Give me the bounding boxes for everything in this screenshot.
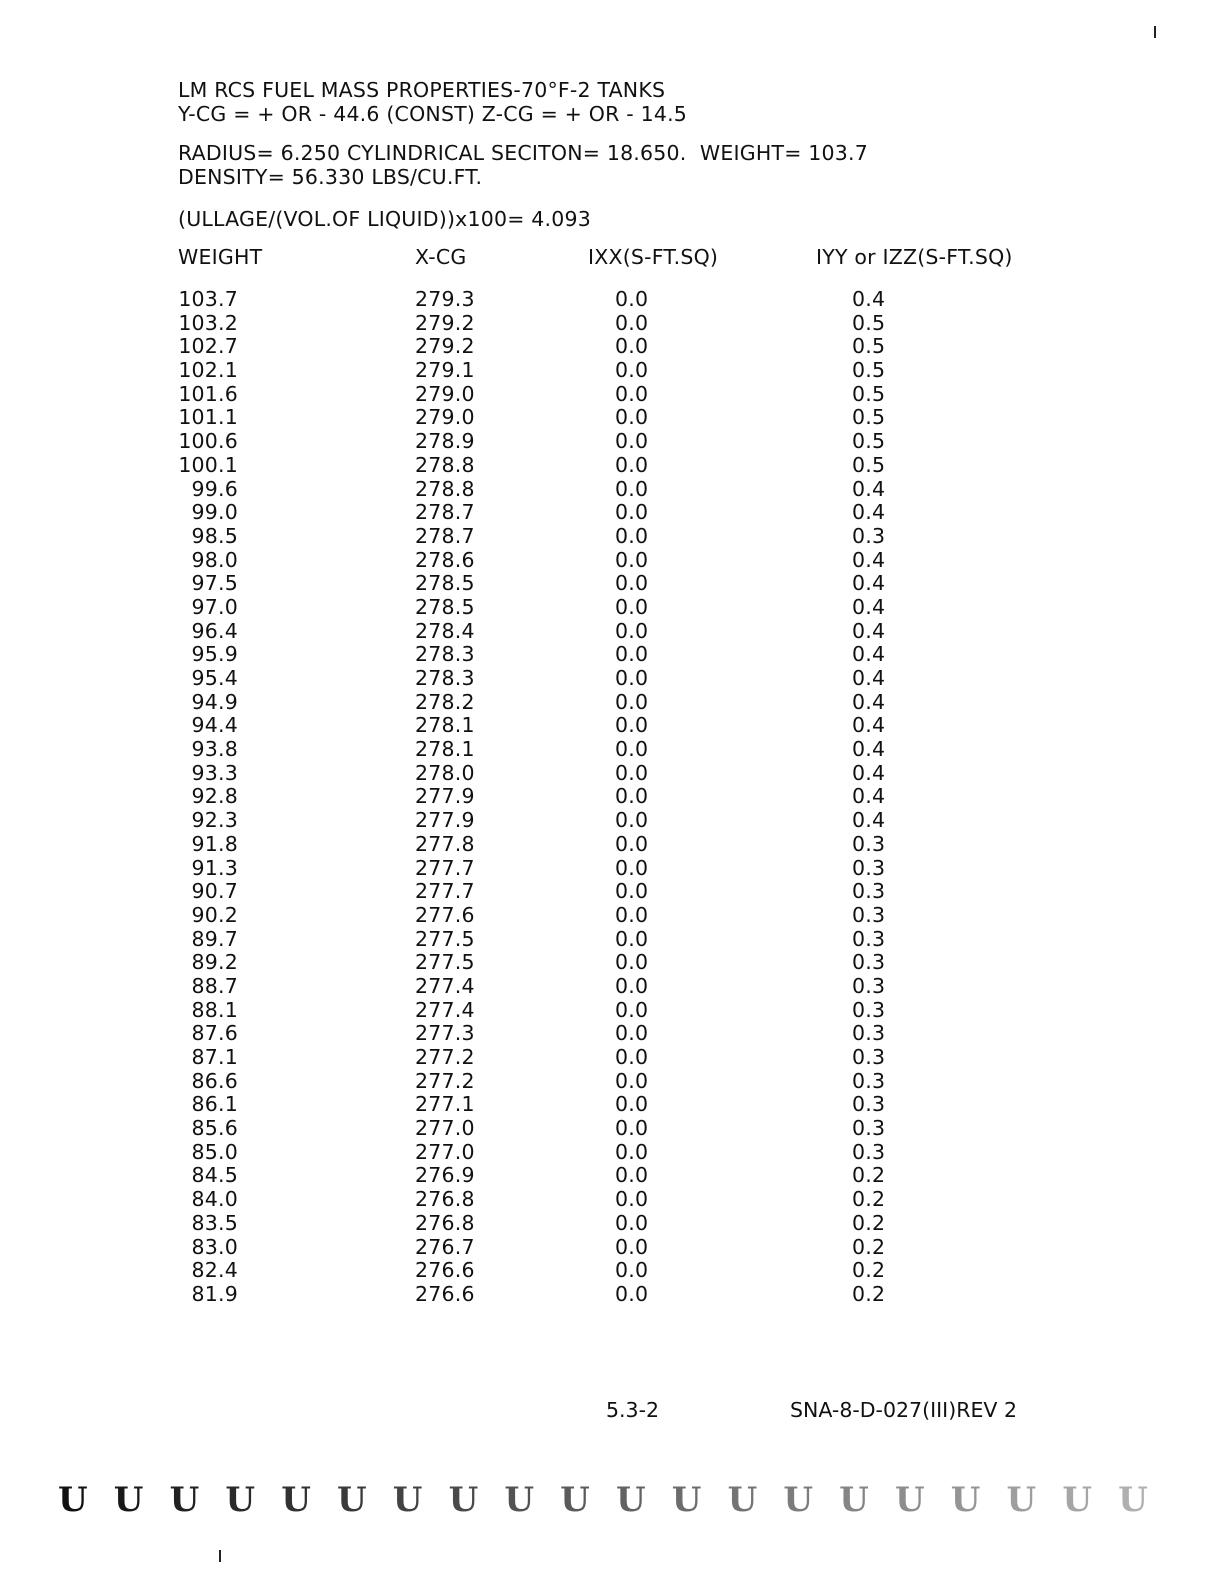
iyy-izz-cell: 0.4 [852, 808, 886, 833]
registration-mark: U [1062, 1480, 1092, 1520]
iyy-izz-cell: 0.3 [852, 997, 886, 1022]
iyy-izz-cell: 0.4 [852, 737, 886, 762]
table-row [178, 808, 1078, 832]
table-body [178, 287, 1078, 1306]
iyy-izz-cell: 0.4 [852, 666, 886, 690]
ixx-cell: 0.0 [615, 1258, 649, 1283]
table-row [178, 1282, 1078, 1306]
x-cg-cell: 279.1 [415, 358, 475, 383]
table-row [178, 500, 1078, 524]
weight-cell: 97.5 [191, 571, 238, 596]
x-cg-cell: 276.8 [415, 1210, 475, 1235]
ixx-cell: 0.0 [615, 1210, 649, 1235]
iyy-izz-cell: 0.4 [852, 618, 886, 643]
x-cg-cell: 277.4 [415, 973, 475, 998]
iyy-izz-cell: 0.3 [852, 1116, 886, 1141]
page-footer [0, 1398, 1220, 1424]
table-row [178, 619, 1078, 643]
weight-cell: 98.0 [191, 547, 238, 572]
registration-mark: U [894, 1480, 925, 1520]
weight-cell: 93.3 [191, 760, 238, 785]
column-header-ixx: IXX(S-FT.SQ) [588, 245, 719, 269]
ixx-cell: 0.0 [615, 1116, 649, 1141]
weight-cell: 88.1 [191, 997, 238, 1022]
x-cg-cell: 278.8 [415, 452, 475, 477]
weight-cell: 84.5 [191, 1163, 238, 1188]
registration-mark: U [281, 1480, 311, 1520]
ixx-cell: 0.0 [615, 1068, 649, 1093]
ixx-cell: 0.0 [615, 642, 649, 667]
table-row [178, 1116, 1078, 1140]
table-row [178, 311, 1078, 335]
ixx-cell: 0.0 [615, 429, 649, 454]
table-row [178, 737, 1078, 761]
table-row [178, 334, 1078, 358]
x-cg-cell: 276.8 [415, 1187, 475, 1212]
x-cg-cell: 277.0 [415, 1116, 475, 1141]
x-cg-cell: 277.6 [415, 902, 475, 927]
table-row [178, 571, 1078, 595]
iyy-izz-cell: 0.4 [852, 571, 886, 596]
registration-mark: U [504, 1480, 535, 1520]
registration-mark: U [448, 1480, 479, 1520]
x-cg-cell: 277.8 [415, 831, 475, 856]
iyy-izz-cell: 0.2 [852, 1258, 886, 1283]
registration-mark: U [560, 1480, 590, 1520]
iyy-izz-cell: 0.3 [852, 926, 886, 951]
x-cg-cell: 279.2 [415, 334, 475, 359]
bottom-edge-mark [219, 1550, 221, 1562]
x-cg-cell: 277.5 [415, 950, 475, 975]
registration-mark: U [113, 1480, 144, 1520]
weight-cell: 99.0 [191, 500, 238, 525]
weight-cell: 90.7 [191, 879, 238, 904]
iyy-izz-cell: 0.3 [852, 1045, 886, 1069]
x-cg-cell: 276.6 [415, 1258, 475, 1283]
weight-cell: 85.6 [191, 1116, 238, 1141]
ixx-cell: 0.0 [615, 618, 649, 643]
ixx-cell: 0.0 [615, 973, 649, 998]
registration-mark: U [615, 1480, 646, 1520]
ixx-cell: 0.0 [615, 571, 649, 596]
table-row [178, 784, 1078, 808]
x-cg-cell: 279.0 [415, 381, 475, 406]
weight-cell: 93.8 [191, 737, 238, 762]
weight-cell: 83.0 [191, 1234, 238, 1259]
x-cg-cell: 279.0 [415, 405, 475, 430]
ixx-cell: 0.0 [615, 879, 649, 904]
x-cg-cell: 277.4 [415, 997, 475, 1022]
ixx-cell: 0.0 [615, 1187, 649, 1212]
iyy-izz-cell: 0.3 [852, 950, 886, 975]
table-row [178, 429, 1078, 453]
x-cg-cell: 278.4 [415, 618, 475, 643]
iyy-izz-cell: 0.4 [852, 287, 886, 311]
document-body [178, 78, 1078, 1306]
table-row [178, 1235, 1078, 1259]
weight-cell: 95.4 [191, 666, 238, 690]
weight-cell: 91.8 [191, 831, 238, 856]
x-cg-cell: 278.9 [415, 429, 475, 454]
weight-cell: 102.7 [178, 334, 238, 359]
iyy-izz-cell: 0.4 [852, 594, 886, 619]
x-cg-cell: 277.7 [415, 879, 475, 904]
iyy-izz-cell: 0.5 [852, 334, 886, 359]
registration-mark: U [336, 1480, 367, 1520]
ixx-cell: 0.0 [615, 1045, 649, 1069]
x-cg-cell: 277.3 [415, 1021, 475, 1046]
weight-cell: 103.7 [178, 287, 238, 311]
x-cg-cell: 276.7 [415, 1234, 475, 1259]
iyy-izz-cell: 0.3 [852, 855, 886, 880]
x-cg-cell: 277.0 [415, 1139, 475, 1164]
iyy-izz-cell: 0.2 [852, 1210, 886, 1235]
weight-cell: 94.9 [191, 689, 238, 714]
x-cg-cell: 278.1 [415, 713, 475, 738]
ixx-cell: 0.0 [615, 831, 649, 856]
weight-cell: 90.2 [191, 902, 238, 927]
weight-cell: 83.5 [191, 1210, 238, 1235]
iyy-izz-cell: 0.5 [852, 381, 886, 406]
x-cg-cell: 277.1 [415, 1092, 475, 1117]
table-row [178, 1187, 1078, 1211]
iyy-izz-cell: 0.5 [852, 429, 886, 454]
weight-cell: 92.8 [191, 784, 238, 809]
column-header-x-cg: X-CG [415, 245, 467, 269]
x-cg-cell: 278.7 [415, 500, 475, 525]
ixx-cell: 0.0 [615, 310, 649, 335]
ixx-cell: 0.0 [615, 523, 649, 548]
table-row [178, 1258, 1078, 1282]
weight-cell: 89.7 [191, 926, 238, 951]
weight-cell: 96.4 [191, 618, 238, 643]
registration-mark: U [671, 1480, 702, 1520]
ixx-cell: 0.0 [615, 784, 649, 809]
weight-cell: 87.1 [191, 1045, 238, 1069]
ixx-cell: 0.0 [615, 405, 649, 430]
iyy-izz-cell: 0.4 [852, 642, 886, 667]
x-cg-cell: 278.3 [415, 666, 475, 690]
table-row [178, 1045, 1078, 1069]
registration-mark: U [169, 1480, 200, 1520]
table-row [178, 950, 1078, 974]
ixx-cell: 0.0 [615, 855, 649, 880]
table-row [178, 713, 1078, 737]
iyy-izz-cell: 0.3 [852, 1092, 886, 1117]
x-cg-cell: 277.9 [415, 784, 475, 809]
ixx-cell: 0.0 [615, 902, 649, 927]
table-row [178, 548, 1078, 572]
x-cg-cell: 278.7 [415, 523, 475, 548]
table-row [178, 879, 1078, 903]
table-row [178, 405, 1078, 429]
ixx-cell: 0.0 [615, 997, 649, 1022]
table-row [178, 1021, 1078, 1045]
weight-cell: 91.3 [191, 855, 238, 880]
weight-cell: 99.6 [191, 476, 238, 501]
iyy-izz-cell: 0.4 [852, 689, 886, 714]
table-row [178, 1163, 1078, 1187]
ixx-cell: 0.0 [615, 1163, 649, 1188]
table-row [178, 998, 1078, 1022]
weight-cell: 87.6 [191, 1021, 238, 1046]
ixx-cell: 0.0 [615, 594, 649, 619]
document-id: SNA-8-D-027(III)REV 2 [790, 1398, 1017, 1422]
cg-constants-line: Y-CG = + OR - 44.6 (CONST) Z-CG = + OR - 14.5 [178, 102, 688, 126]
weight-cell: 84.0 [191, 1187, 238, 1212]
iyy-izz-cell: 0.4 [852, 760, 886, 785]
iyy-izz-cell: 0.3 [852, 879, 886, 904]
x-cg-cell: 277.7 [415, 855, 475, 880]
ixx-cell: 0.0 [615, 1281, 649, 1306]
registration-mark: U [1006, 1480, 1037, 1520]
table-row [178, 1140, 1078, 1164]
weight-cell: 85.0 [191, 1139, 238, 1164]
x-cg-cell: 279.2 [415, 310, 475, 335]
radius-line: RADIUS= 6.250 CYLINDRICAL SECITON= 18.650. WEIGHT= 103.7 [178, 141, 868, 165]
x-cg-cell: 278.3 [415, 642, 475, 667]
ixx-cell: 0.0 [615, 452, 649, 477]
iyy-izz-cell: 0.2 [852, 1187, 886, 1212]
ixx-cell: 0.0 [615, 950, 649, 975]
x-cg-cell: 277.5 [415, 926, 475, 951]
iyy-izz-cell: 0.3 [852, 523, 886, 548]
x-cg-cell: 279.3 [415, 287, 475, 311]
x-cg-cell: 276.6 [415, 1281, 475, 1306]
registration-mark: U [727, 1480, 758, 1520]
weight-cell: 100.6 [178, 429, 238, 454]
iyy-izz-cell: 0.2 [852, 1234, 886, 1259]
x-cg-cell: 278.1 [415, 737, 475, 762]
weight-cell: 86.6 [191, 1068, 238, 1093]
ixx-cell: 0.0 [615, 713, 649, 738]
ixx-cell: 0.0 [615, 1139, 649, 1164]
ixx-cell: 0.0 [615, 547, 649, 572]
iyy-izz-cell: 0.3 [852, 1139, 886, 1164]
table-header [178, 245, 1078, 269]
ixx-cell: 0.0 [615, 926, 649, 951]
weight-cell: 95.9 [191, 642, 238, 667]
weight-cell: 97.0 [191, 594, 238, 619]
x-cg-cell: 278.8 [415, 476, 475, 501]
table-row [178, 832, 1078, 856]
page-number: 5.3-2 [606, 1398, 660, 1422]
ixx-cell: 0.0 [615, 808, 649, 833]
iyy-izz-cell: 0.5 [852, 405, 886, 430]
table-row [178, 1069, 1078, 1093]
x-cg-cell: 276.9 [415, 1163, 475, 1188]
iyy-izz-cell: 0.3 [852, 902, 886, 927]
ixx-cell: 0.0 [615, 760, 649, 785]
registration-mark: U [1118, 1480, 1148, 1520]
page-edge-mark [1154, 26, 1156, 38]
column-header-weight: WEIGHT [178, 245, 263, 269]
table-row [178, 358, 1078, 382]
registration-mark: U [783, 1480, 814, 1520]
weight-cell: 82.4 [191, 1258, 238, 1283]
x-cg-cell: 278.2 [415, 689, 475, 714]
ixx-cell: 0.0 [615, 334, 649, 359]
weight-cell: 102.1 [178, 358, 238, 383]
document-title: LM RCS FUEL MASS PROPERTIES-70°F-2 TANKS [178, 78, 666, 102]
iyy-izz-cell: 0.5 [852, 310, 886, 335]
ixx-cell: 0.0 [615, 476, 649, 501]
table-row [178, 453, 1078, 477]
iyy-izz-cell: 0.4 [852, 547, 886, 572]
table-row [178, 690, 1078, 714]
weight-cell: 94.4 [191, 713, 238, 738]
table-row [178, 974, 1078, 998]
weight-cell: 100.1 [178, 452, 238, 477]
iyy-izz-cell: 0.4 [852, 476, 886, 501]
ixx-cell: 0.0 [615, 381, 649, 406]
table-row [178, 1211, 1078, 1235]
iyy-izz-cell: 0.2 [852, 1163, 886, 1188]
ullage-line: (ULLAGE/(VOL.OF LIQUID))x100= 4.093 [178, 207, 591, 231]
column-header-iyy-izz: IYY or IZZ(S-FT.SQ) [816, 245, 1013, 269]
x-cg-cell: 277.2 [415, 1068, 475, 1093]
ixx-cell: 0.0 [615, 1021, 649, 1046]
table-row [178, 761, 1078, 785]
ixx-cell: 0.0 [615, 1234, 649, 1259]
iyy-izz-cell: 0.3 [852, 831, 886, 856]
registration-mark: U [950, 1480, 981, 1520]
table-row [178, 1092, 1078, 1116]
weight-cell: 81.9 [191, 1281, 238, 1306]
iyy-izz-cell: 0.2 [852, 1281, 886, 1306]
iyy-izz-cell: 0.4 [852, 713, 886, 738]
table-row [178, 287, 1078, 311]
table-row [178, 903, 1078, 927]
registration-mark: U [58, 1480, 88, 1520]
table-row [178, 927, 1078, 951]
ixx-cell: 0.0 [615, 287, 649, 311]
iyy-izz-cell: 0.3 [852, 973, 886, 998]
ixx-cell: 0.0 [615, 689, 649, 714]
iyy-izz-cell: 0.5 [852, 358, 886, 383]
weight-cell: 86.1 [191, 1092, 238, 1117]
ixx-cell: 0.0 [615, 500, 649, 525]
x-cg-cell: 278.5 [415, 594, 475, 619]
table-row [178, 524, 1078, 548]
x-cg-cell: 278.5 [415, 571, 475, 596]
density-line: DENSITY= 56.330 LBS/CU.FT. [178, 165, 483, 189]
weight-cell: 98.5 [191, 523, 238, 548]
weight-cell: 92.3 [191, 808, 238, 833]
table-row [178, 595, 1078, 619]
x-cg-cell: 278.6 [415, 547, 475, 572]
weight-cell: 103.2 [178, 310, 238, 335]
iyy-izz-cell: 0.3 [852, 1021, 886, 1046]
ixx-cell: 0.0 [615, 1092, 649, 1117]
weight-cell: 101.1 [178, 405, 238, 430]
x-cg-cell: 277.9 [415, 808, 475, 833]
table-row [178, 856, 1078, 880]
registration-mark: U [392, 1480, 423, 1520]
iyy-izz-cell: 0.5 [852, 452, 886, 477]
x-cg-cell: 277.2 [415, 1045, 475, 1069]
ixx-cell: 0.0 [615, 358, 649, 383]
iyy-izz-cell: 0.4 [852, 784, 886, 809]
table-row [178, 666, 1078, 690]
weight-cell: 89.2 [191, 950, 238, 975]
weight-cell: 88.7 [191, 973, 238, 998]
x-cg-cell: 278.0 [415, 760, 475, 785]
registration-mark: U [225, 1480, 256, 1520]
table-row [178, 382, 1078, 406]
registration-mark: U [839, 1480, 869, 1520]
iyy-izz-cell: 0.3 [852, 1068, 886, 1093]
registration-mark-strip [58, 1480, 1148, 1520]
table-row [178, 642, 1078, 666]
ixx-cell: 0.0 [615, 737, 649, 762]
iyy-izz-cell: 0.4 [852, 500, 886, 525]
table-row [178, 477, 1078, 501]
ixx-cell: 0.0 [615, 666, 649, 690]
weight-cell: 101.6 [178, 381, 238, 406]
